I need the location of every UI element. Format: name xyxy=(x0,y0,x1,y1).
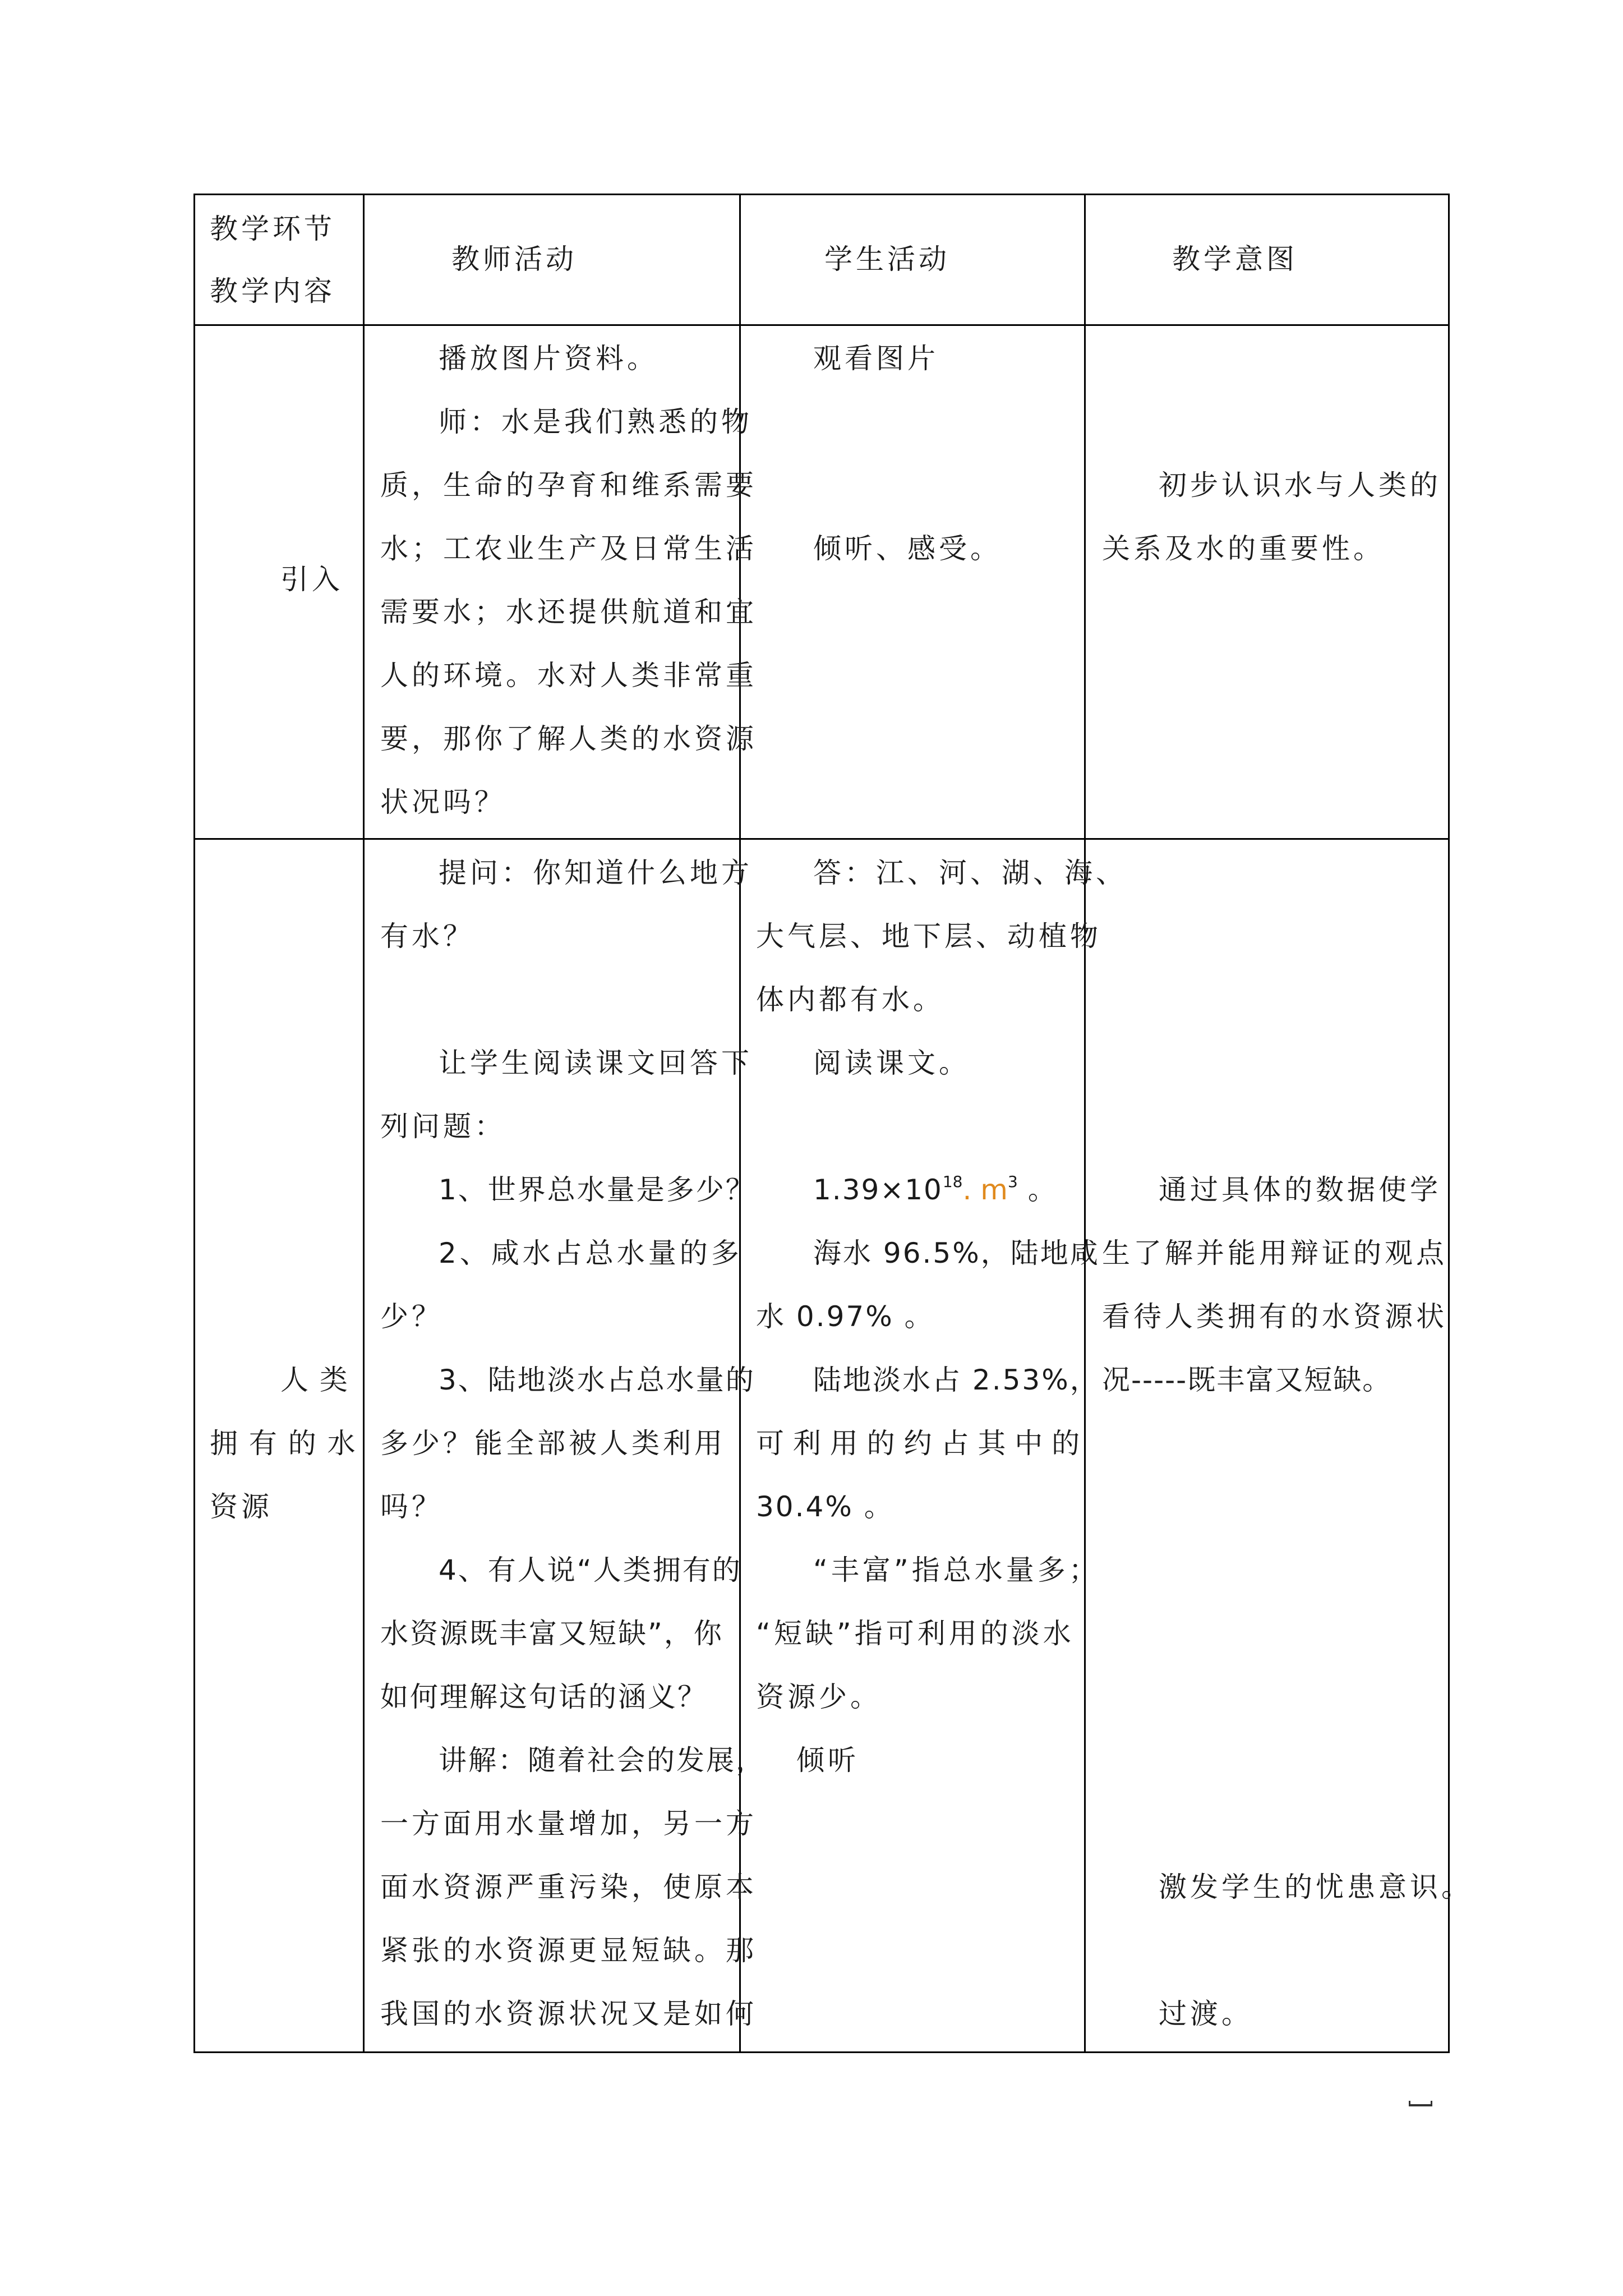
section1-intent-line: 初步认识水与人类的 xyxy=(1159,469,1441,501)
section1-teacher-line: 人的环境。水对人类非常重 xyxy=(380,659,757,692)
section1-teacher-line: 水；工农业生产及日常生活 xyxy=(380,532,757,565)
section1-teacher-line: 师：水是我们熟悉的物 xyxy=(439,406,753,438)
section2-student-line: 海水 96.5%，陆地咸 xyxy=(813,1237,1100,1269)
section2-teacher-line: 列问题： xyxy=(380,1110,506,1143)
section1-intent-line: 关系及水的重要性。 xyxy=(1102,532,1385,565)
table-border-right xyxy=(1448,194,1450,2053)
table-row-divider xyxy=(193,838,1450,840)
section2-teacher-line: 讲解：随着社会的发展， xyxy=(439,1744,766,1777)
section2-teacher-line: 2、咸水占总水量的多 xyxy=(439,1237,743,1269)
section2-student-line: “短缺”指可利用的淡水 xyxy=(756,1617,1075,1650)
section1-teacher-line: 质，生命的孕育和维系需要 xyxy=(380,469,757,501)
world-water-unit: . m xyxy=(962,1174,1008,1206)
world-water-unit-exponent: 3 xyxy=(1008,1172,1018,1191)
section1-teacher-line: 需要水；水还提供航道和宜 xyxy=(380,596,757,628)
table-border-bottom xyxy=(193,2051,1450,2053)
section2-teacher-line: 提问：你知道什么地方 xyxy=(439,857,753,889)
table-border-top xyxy=(193,194,1450,195)
section2-student-line: 资源少。 xyxy=(756,1681,882,1713)
section2-intent-line: 看待人类拥有的水资源状 xyxy=(1102,1300,1447,1333)
section2-student-line: 大气层、地下层、动植物 xyxy=(756,920,1101,953)
section2-teacher-line: 有水？ xyxy=(380,920,474,953)
section2-teacher-line: 一方面用水量增加，另一方 xyxy=(380,1807,757,1840)
table-col-divider-1 xyxy=(363,194,365,2053)
table-col-divider-3 xyxy=(1084,194,1086,2053)
section2-teacher-line: 面水资源严重污染，使原本 xyxy=(380,1871,757,1903)
section2-intent-line: 生了解并能用辩证的观点 xyxy=(1102,1237,1447,1269)
section2-teacher-line: 少？ xyxy=(380,1300,443,1333)
section2-label-line: 资源 xyxy=(210,1490,273,1523)
section2-teacher-line: 如何理解这句话的涵义？ xyxy=(380,1681,707,1713)
section2-label-line: 人 类 xyxy=(280,1364,349,1396)
section2-teacher-line: 吗？ xyxy=(380,1490,443,1523)
section2-student-line: 体内都有水。 xyxy=(756,983,944,1016)
world-water-period: 。 xyxy=(1017,1174,1057,1206)
section2-teacher-line: 让学生阅读课文回答下 xyxy=(439,1047,753,1079)
section1-label: 引入 xyxy=(280,563,343,596)
section2-student-line: 倾听 xyxy=(796,1744,859,1777)
header-teacher-activity: 教师活动 xyxy=(451,243,577,275)
section2-teacher-line: 1、世界总水量是多少？ xyxy=(439,1174,755,1206)
section1-student-line: 倾听、感受。 xyxy=(813,532,1002,565)
section1-teacher-line: 播放图片资料。 xyxy=(439,342,658,375)
header-teaching-intent: 教学意图 xyxy=(1172,243,1298,275)
section2-student-line: 30.4% 。 xyxy=(756,1490,894,1523)
section2-student-line: 水 0.97% 。 xyxy=(756,1300,934,1333)
header-col1-line1: 教学环节 xyxy=(210,213,335,245)
section2-intent-line: 通过具体的数据使学 xyxy=(1159,1174,1441,1206)
section2-intent-line: 况-----既丰富又短缺。 xyxy=(1102,1364,1392,1396)
table-header-divider xyxy=(193,324,1450,326)
section2-student-line: 答：江、河、湖、海、 xyxy=(813,857,1127,889)
header-student-activity: 学生活动 xyxy=(824,243,950,275)
section1-teacher-line: 状况吗？ xyxy=(380,786,506,818)
section2-intent-line: 过渡。 xyxy=(1159,1998,1253,2030)
section2-teacher-line: 4、有人说“人类拥有的 xyxy=(439,1554,742,1586)
world-water-mantissa: 1.39×10 xyxy=(813,1174,943,1206)
section2-teacher-line: 我国的水资源状况又是如何 xyxy=(380,1998,757,2030)
page-corner-mark xyxy=(1409,2101,1432,2106)
section2-teacher-line: 多少？能全部被人类利用 xyxy=(380,1427,726,1460)
section1-student-line: 观看图片 xyxy=(813,342,939,375)
section2-teacher-line: 紧张的水资源更显短缺。那 xyxy=(380,1934,757,1967)
section2-student-line: “丰富”指总水量多； xyxy=(813,1554,1100,1586)
table-border-left xyxy=(193,194,195,2053)
section2-student-line: 陆地淡水占 2.53%， xyxy=(813,1364,1100,1396)
world-water-total xyxy=(813,1173,1057,1207)
section2-teacher-line: 3、陆地淡水占总水量的 xyxy=(439,1364,755,1396)
world-water-exponent: 18 xyxy=(942,1172,963,1191)
section2-intent-line: 激发学生的忧患意识。 xyxy=(1159,1871,1473,1903)
section2-student-line: 阅读课文。 xyxy=(813,1047,970,1079)
section2-teacher-line: 水资源既丰富又短缺”，你 xyxy=(380,1617,723,1650)
section2-student-line: 可 利 用 的 约 占 其 中 的 xyxy=(756,1427,1080,1460)
section2-label-line: 拥 有 的 水 xyxy=(210,1427,357,1460)
header-col1-line2: 教学内容 xyxy=(210,275,335,307)
section1-teacher-line: 要，那你了解人类的水资源 xyxy=(380,723,757,755)
